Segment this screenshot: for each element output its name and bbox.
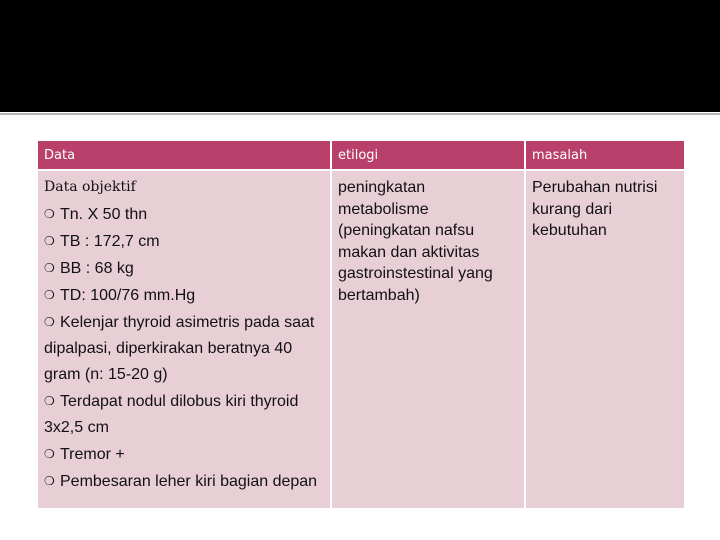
- list-item-text: TD: 100/76 mm.Hg: [60, 287, 196, 304]
- hollow-circle-bullet-icon: ❍: [44, 394, 55, 408]
- list-item-text: BB : 68 kg: [60, 260, 134, 277]
- hollow-circle-bullet-icon: ❍: [44, 288, 55, 302]
- data-cell: [37, 170, 331, 509]
- list-item-text: Kelenjar thyroid asimetris pada saat dipalpasi, diperkirakan beratnya 40 gram (n: 15-20 g): [44, 314, 315, 383]
- table-row: [37, 170, 685, 509]
- header-data: Data: [37, 140, 331, 170]
- etiologi-cell: [331, 170, 525, 509]
- list-item: [44, 309, 324, 388]
- list-item: [44, 228, 324, 255]
- etiologi-text: peningkatan metabolisme (peningkatan nafsu makan dan aktivitas gastroinstestinal yang bertambah): [338, 179, 493, 304]
- hollow-circle-bullet-icon: ❍: [44, 234, 55, 248]
- header-etiologi: etilogi: [331, 140, 525, 170]
- data-list: [44, 201, 324, 495]
- list-item-text: Tremor +: [60, 446, 125, 463]
- list-item-text: TB : 172,7 cm: [60, 233, 160, 250]
- list-item: [44, 388, 324, 441]
- list-item: [44, 441, 324, 468]
- data-subheading: Data objektif: [44, 179, 136, 195]
- list-item: [44, 201, 324, 228]
- list-item-text: Pembesaran leher kiri bagian depan: [60, 473, 318, 490]
- table-header-row: [37, 140, 685, 170]
- title-band: [0, 0, 720, 112]
- hollow-circle-bullet-icon: ❍: [44, 474, 55, 488]
- hollow-circle-bullet-icon: ❍: [44, 447, 55, 461]
- masalah-cell: [525, 170, 685, 509]
- hollow-circle-bullet-icon: ❍: [44, 261, 55, 275]
- list-item-text: Tn. X 50 thn: [60, 206, 148, 223]
- list-item-text: Terdapat nodul dilobus kiri thyroid 3x2,5 cm: [44, 393, 299, 436]
- hollow-circle-bullet-icon: ❍: [44, 207, 55, 221]
- list-item: [44, 468, 324, 495]
- header-masalah: masalah: [525, 140, 685, 170]
- divider-line: [0, 113, 720, 115]
- list-item: [44, 255, 324, 282]
- assessment-table: [36, 139, 686, 510]
- list-item: [44, 282, 324, 309]
- masalah-text: Perubahan nutrisi kurang dari kebutuhan: [532, 179, 658, 239]
- hollow-circle-bullet-icon: ❍: [44, 315, 55, 329]
